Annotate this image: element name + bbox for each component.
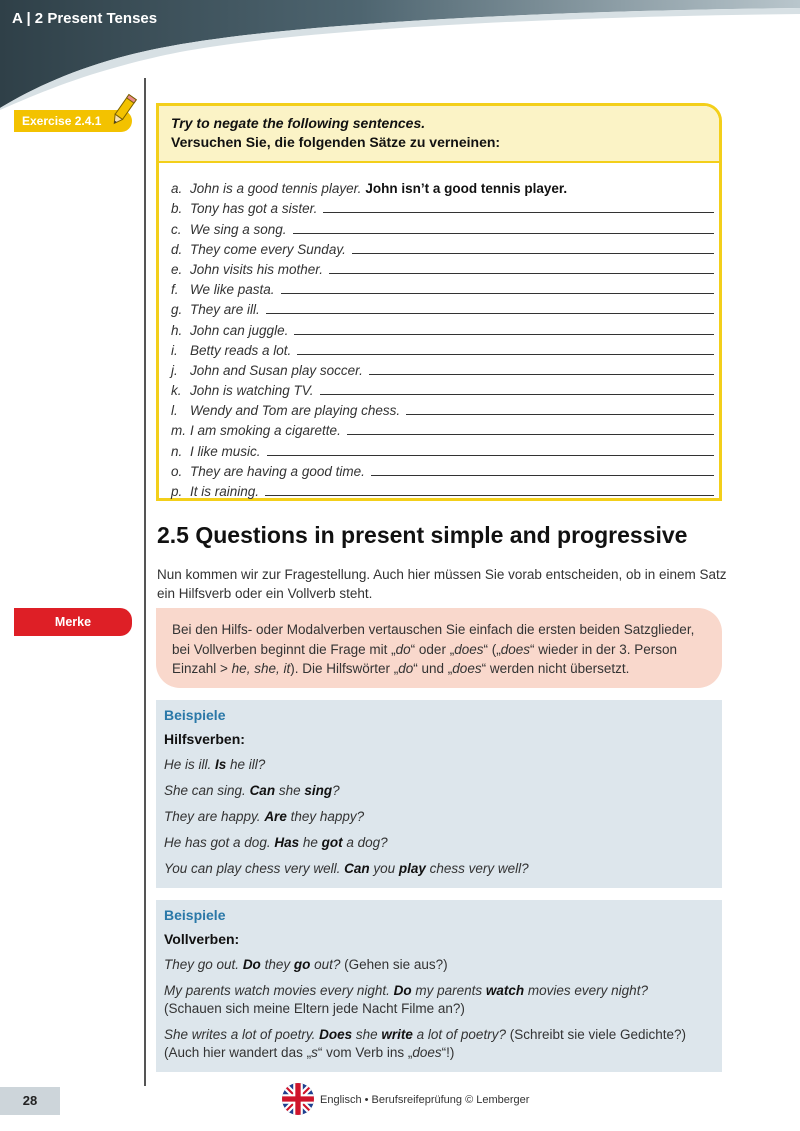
item-sentence: I like music. — [190, 443, 261, 459]
item-sentence: John is a good tennis player. — [190, 181, 362, 197]
example-text: He has got a dog. — [164, 835, 275, 850]
item-sentence: We like pasta. — [190, 282, 275, 298]
example-note: “!) — [441, 1045, 455, 1060]
beispiele-title: Beispiele — [164, 907, 226, 923]
exercise-item — [171, 338, 714, 358]
answer-line[interactable] — [293, 232, 714, 234]
merke-text: he, she, it — [231, 661, 291, 676]
item-letter: a. — [171, 181, 183, 197]
answer-line[interactable] — [266, 312, 714, 314]
beispiele-title: Beispiele — [164, 707, 226, 723]
answer-line[interactable] — [320, 393, 714, 395]
answer-line[interactable] — [347, 433, 714, 435]
item-sentence: John can juggle. — [190, 322, 289, 338]
item-sentence: Betty reads a lot. — [190, 342, 292, 358]
exercise-instruction-de: Versuchen Sie, die folgenden Sätze zu verneinen: — [171, 134, 501, 150]
example-line — [164, 808, 714, 826]
item-sentence: Tony has got a sister. — [190, 201, 318, 217]
exercise-item — [171, 438, 714, 458]
example-text: they happy? — [286, 809, 365, 824]
example-text: a dog? — [342, 835, 388, 850]
example-bold: got — [321, 835, 343, 850]
example-text: movies every night? — [524, 983, 648, 998]
merke-text: does — [500, 641, 530, 657]
item-letter: g. — [171, 302, 183, 318]
example-text: you — [369, 861, 399, 876]
item-letter: h. — [171, 322, 183, 338]
exercise-item — [171, 216, 714, 236]
example-text: she — [275, 783, 305, 798]
merke-text: does — [452, 661, 482, 676]
example-bold: Do — [393, 983, 412, 998]
exercise-item — [171, 398, 714, 418]
example-bold: Does — [319, 1027, 353, 1042]
item-sentence: John is watching TV. — [190, 383, 314, 399]
pencil-icon — [108, 92, 138, 128]
example-translation: (Gehen sie aus?) — [340, 957, 448, 972]
beispiele-heading: Vollverben: — [164, 931, 240, 947]
merke-text: “ wieder in der 3. Person Einzahl > — [172, 641, 678, 676]
item-sentence: I am smoking a cigarette. — [190, 423, 341, 439]
item-letter: e. — [171, 261, 183, 277]
example-text: they — [260, 957, 294, 972]
exercise-item — [171, 277, 714, 297]
merke-tab: Merke — [14, 608, 132, 636]
example-text: She writes a lot of poetry. — [164, 1027, 320, 1042]
exercise-box — [156, 103, 722, 501]
margin-rule — [144, 78, 146, 1086]
item-sentence: Wendy and Tom are playing chess. — [190, 403, 401, 419]
example-line — [164, 860, 714, 878]
item-sentence: John visits his mother. — [190, 261, 324, 277]
item-letter: j. — [171, 362, 178, 378]
item-answer: John isn’t a good tennis player. — [365, 181, 568, 197]
merke-text: do — [395, 641, 411, 657]
exercise-item — [171, 418, 714, 438]
example-bold: Has — [274, 835, 300, 850]
exercise-item — [171, 358, 714, 378]
exercise-item — [171, 176, 714, 196]
item-letter: d. — [171, 241, 183, 257]
example-text: chess very well? — [425, 861, 529, 876]
exercise-badge: Exercise 2.4.1 — [14, 110, 132, 132]
answer-line[interactable] — [352, 252, 714, 254]
answer-line[interactable] — [406, 413, 714, 415]
merke-text: “ und „ — [413, 661, 453, 676]
item-letter: c. — [171, 221, 182, 237]
example-note: “ vom Verb ins „ — [317, 1045, 413, 1060]
example-text: she — [352, 1027, 382, 1042]
item-letter: n. — [171, 443, 183, 459]
answer-line[interactable] — [294, 333, 714, 335]
merke-text: does — [454, 641, 484, 657]
item-letter: l. — [171, 403, 178, 419]
example-text: a lot of poetry? — [412, 1027, 506, 1042]
uk-flag-icon — [282, 1083, 314, 1115]
footer-text: Englisch • Berufsreifeprüfung © Lemberger — [320, 1094, 530, 1106]
exercise-item — [171, 378, 714, 398]
exercise-instruction-en: Try to negate the following sentences. — [171, 115, 426, 131]
section-title: 2.5 Questions in present simple and progressive — [157, 522, 688, 548]
beispiele-heading: Hilfsverben: — [164, 731, 245, 747]
answer-line[interactable] — [267, 454, 714, 456]
example-text: My parents watch movies every night. — [164, 983, 394, 998]
answer-line[interactable] — [297, 353, 714, 355]
exercise-item — [171, 479, 714, 499]
example-text: He is ill. — [164, 757, 216, 772]
exercise-item — [171, 257, 714, 277]
merke-text: “ („ — [483, 641, 501, 657]
beispiele-box-vollverben — [156, 900, 722, 1072]
example-bold: Do — [242, 957, 261, 972]
exercise-item — [171, 237, 714, 257]
item-sentence: They are having a good time. — [190, 463, 365, 479]
item-letter: k. — [171, 383, 182, 399]
merke-text: Bei den Hilfs- oder Modalverben vertauschen Sie einfach die ersten beiden Satzglieder, bei Vollverben beginnt die Frage mit „ — [172, 622, 695, 657]
example-bold: Can — [249, 783, 276, 798]
exercise-item — [171, 196, 714, 216]
item-sentence: We sing a song. — [190, 221, 287, 237]
item-letter: p. — [171, 484, 183, 499]
example-text: They are happy. — [164, 809, 265, 824]
example-note: does — [412, 1045, 442, 1060]
example-bold: play — [398, 861, 426, 876]
example-bold: write — [381, 1027, 413, 1042]
example-text: They go out. — [164, 957, 243, 972]
exercise-item — [171, 317, 714, 337]
example-text: ? — [332, 783, 340, 798]
answer-line[interactable] — [369, 373, 714, 375]
merke-text: ). Die Hilfswörter „ — [290, 661, 399, 676]
chapter-title: A | 2 Present Tenses — [12, 10, 158, 27]
merke-text: “ oder „ — [410, 641, 455, 657]
item-sentence: They are ill. — [190, 302, 260, 318]
example-line — [164, 982, 714, 1018]
item-letter: o. — [171, 463, 183, 479]
item-sentence: It is raining. — [190, 484, 260, 499]
example-line — [164, 756, 714, 774]
item-letter: i. — [171, 342, 178, 358]
example-line — [164, 782, 714, 800]
merke-box — [156, 608, 722, 688]
example-bold: sing — [304, 783, 333, 798]
item-sentence: They come every Sunday. — [190, 241, 346, 257]
example-note: s — [311, 1045, 318, 1060]
example-text: he ill? — [226, 757, 266, 772]
answer-line[interactable] — [281, 292, 714, 294]
example-bold: Can — [344, 861, 370, 876]
example-text: She can sing. — [164, 783, 250, 798]
example-bold: watch — [485, 983, 525, 998]
example-note: (Auch hier wandert das „ — [164, 1045, 312, 1060]
exercise-item — [171, 297, 714, 317]
section-intro: Nun kommen wir zur Fragestellung. Auch hier müssen Sie vorab entscheiden, ob in einem Satz ein Hilfsverb oder ein Vollverb steht. — [157, 567, 727, 601]
example-text: he — [299, 835, 322, 850]
example-bold: Are — [264, 809, 287, 824]
answer-line[interactable] — [323, 211, 714, 213]
item-letter: f. — [171, 282, 179, 298]
example-bold: go — [293, 957, 311, 972]
item-letter: m. — [171, 423, 186, 439]
item-sentence: John and Susan play soccer. — [190, 362, 363, 378]
exercise-list — [171, 176, 714, 499]
merke-text: do — [398, 661, 414, 676]
answer-line[interactable] — [371, 474, 714, 476]
exercise-header — [159, 106, 719, 163]
example-line — [164, 1026, 714, 1062]
merke-text: “ werden nicht übersetzt. — [481, 661, 630, 676]
example-text: my parents — [411, 983, 486, 998]
example-translation: (Schreibt sie viele Gedichte?) — [505, 1027, 687, 1042]
answer-line[interactable] — [329, 272, 714, 274]
example-text: You can play chess very well. — [164, 861, 345, 876]
example-line — [164, 956, 714, 974]
example-line — [164, 834, 714, 852]
example-bold: Is — [215, 757, 227, 772]
page-number: 28 — [0, 1087, 60, 1115]
item-letter: b. — [171, 201, 183, 217]
exercise-item — [171, 459, 714, 479]
example-translation: (Schauen sich meine Eltern jede Nacht Filme an?) — [164, 1001, 465, 1016]
example-text: out? — [310, 957, 341, 972]
beispiele-box-hilfsverben — [156, 700, 722, 888]
answer-line[interactable] — [265, 494, 714, 496]
